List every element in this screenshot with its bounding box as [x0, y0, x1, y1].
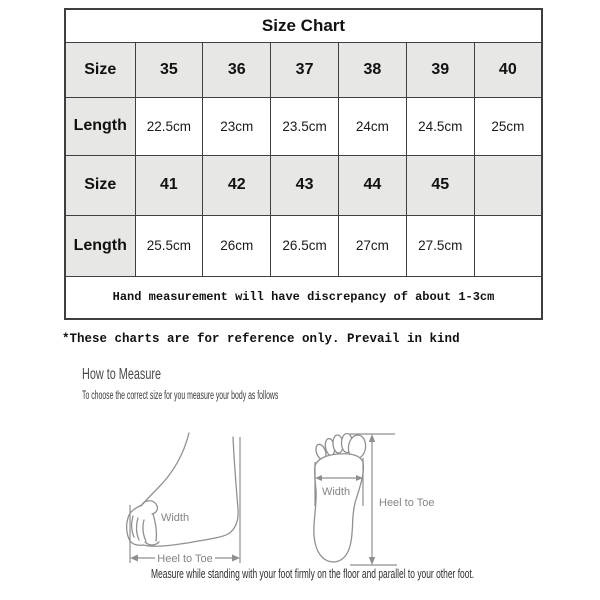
row-label-length: Length [65, 215, 135, 276]
table-row [65, 42, 542, 97]
length-value-cell: 23.5cm [271, 97, 339, 155]
measuring-instruction-text: Measure while standing with your foot firmly on the floor and parallel to your other foot. [151, 566, 475, 581]
size-value-cell: 36 [203, 42, 271, 97]
table-row [65, 215, 542, 276]
toe-crease [132, 516, 134, 537]
heel-to-toe-label: Heel to Toe [379, 497, 435, 509]
size-value-cell: 39 [406, 42, 474, 97]
toe-crease [137, 518, 139, 540]
how-to-measure-heading-text: How to Measure [82, 366, 162, 383]
toe-crease [143, 520, 146, 541]
table-row [65, 97, 542, 155]
length-value-cell: 26.5cm [271, 215, 339, 276]
length-value-cell-empty [474, 215, 542, 276]
size-value-cell: 41 [135, 155, 203, 215]
length-value-cell: 26cm [203, 215, 271, 276]
width-label: Width [160, 512, 190, 524]
table-row [65, 155, 542, 215]
size-value-cell: 42 [203, 155, 271, 215]
length-value-cell: 24.5cm [406, 97, 474, 155]
size-chart-title: Size Chart [65, 9, 542, 42]
arrowhead-bottom [369, 557, 375, 565]
size-value-cell: 37 [271, 42, 339, 97]
width-label: Width [321, 486, 351, 498]
size-value-cell: 45 [406, 155, 474, 215]
row-label-size: Size [65, 155, 135, 215]
how-to-measure-subheading-text: To choose the correct size for you measure your body as follows [82, 390, 279, 402]
arrowhead-right [232, 555, 240, 562]
size-value-cell: 40 [474, 42, 542, 97]
how-to-measure-subheading [82, 390, 409, 402]
size-value-cell-empty [474, 155, 542, 215]
row-label-size: Size [65, 42, 135, 97]
measurement-discrepancy-note: Hand measurement will have discrepancy of about 1-3cm [65, 276, 542, 319]
measuring-instruction-footer [28, 566, 598, 581]
arrowhead-top [369, 434, 375, 442]
sole-outline [314, 454, 364, 562]
big-toe-knuckle [141, 501, 157, 514]
length-value-cell: 25cm [474, 97, 542, 155]
size-value-cell: 38 [338, 42, 406, 97]
length-value-cell: 25.5cm [135, 215, 203, 276]
arrowhead-left [130, 555, 138, 562]
foot-sole-view-diagram [295, 418, 445, 575]
reference-disclaimer: *These charts are for reference only. Prevail in kind [62, 332, 460, 346]
how-to-measure-heading [82, 366, 195, 384]
size-value-cell: 44 [338, 155, 406, 215]
foot-side-view-diagram [85, 425, 250, 570]
length-value-cell: 23cm [203, 97, 271, 155]
size-value-cell: 35 [135, 42, 203, 97]
big-toe-line [153, 514, 156, 541]
size-chart-table [64, 8, 543, 320]
under-toe-curve [145, 542, 159, 545]
length-value-cell: 24cm [338, 97, 406, 155]
length-value-cell: 22.5cm [135, 97, 203, 155]
table-title-row [65, 9, 542, 42]
length-value-cell: 27cm [338, 215, 406, 276]
row-label-length: Length [65, 97, 135, 155]
size-value-cell: 43 [271, 155, 339, 215]
length-value-cell: 27.5cm [406, 215, 474, 276]
table-note-row [65, 276, 542, 319]
heel-to-toe-label: Heel to Toe [157, 553, 213, 565]
